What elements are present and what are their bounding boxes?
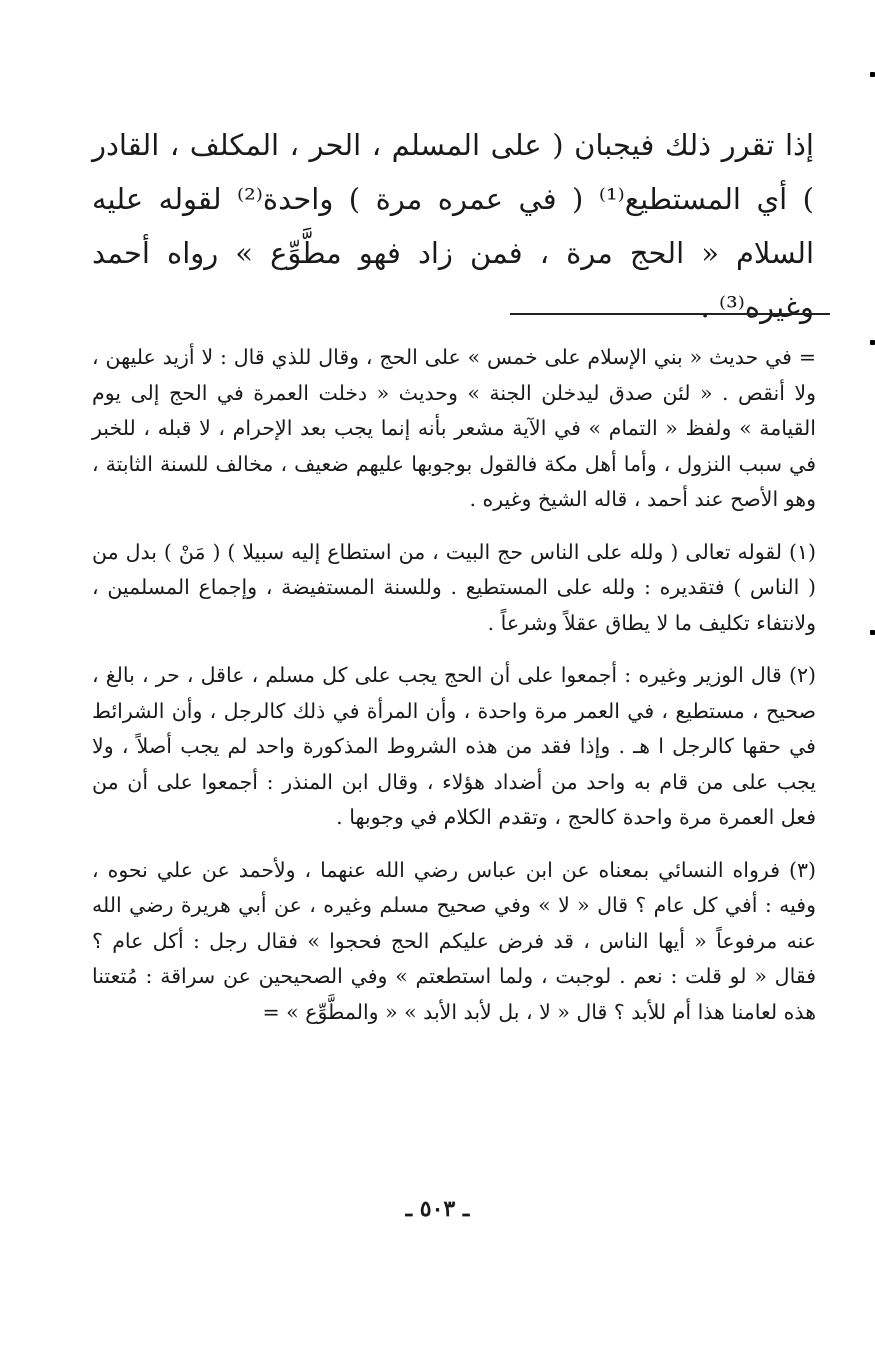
footnote-3: (٣) فرواه النسائي بمعناه عن ابن عباس رضي الله عنهما ، ولأحمد عن علي نحوه ، وفيه : أفي كل عام ؟ قال « لا » وفي صحيح مسلم وغيره ، عن أبي هريرة رضي الله عنه مرفوعاً « أيها الناس ، قد فرض عليكم الحج فحجوا » فقال رجل : أكل عام ؟ فقال « لو قلت : نعم . لوجبت ، ولما استطعتم » وفي الصحيحين عن سراقة : مُتعتنا هذه لعامنا هذا أم للأبد ؟ قال « لا ، بل لأبد الأبد » « والمطَّوِّع » = [92, 857, 816, 1024]
scan-edge-mark [870, 340, 875, 345]
footnote-continuation: = في حديث « بني الإسلام على خمس » على الحج ، وقال للذي قال : لا أزيد عليهن ، ولا أنقص . « لئن صدق ليدخلن الجنة » وحديث « دخلت العمرة في الحج إلى يوم القيامة » ولفظ « التمام » في الآية مشعر بأنه إنما يجب بعد الإحرام ، لا قبله ، للخبر في سبب النزول ، وأما أهل مكة فالقول بوجوبها عليهم ضعيف ، مخالف للسنة الثابتة ، وهو الأصح عند أحمد ، قاله الشيخ وغيره . [92, 345, 816, 511]
main-paragraph: إذا تقرر ذلك فيجبان ( على المسلم ، الحر ، المكلف ، القادر ) أي المستطيع⁽¹⁾ ( في عمره مرة ) واحدة⁽²⁾ لقوله عليه السلام « الحج مرة ، فمن زاد فهو مطَّوِّع » رواه أحمد وغيره⁽³⁾ . [92, 128, 814, 324]
scan-edge-mark [870, 630, 875, 635]
footnotes-block [92, 340, 816, 1030]
scan-edge-mark [870, 72, 875, 77]
footnote-1: (١) لقوله تعالى ( ولله على الناس حج البيت ، من استطاع إليه سبيلا ) ( مَنْ ) بدل من ( الناس ) فتقديره : ولله على المستطيع . وللسنة المستفيضة ، وإجماع المسلمين ، ولانتفاء تكليف ما لا يطاق عقلاً وشرعاً . [92, 539, 816, 635]
page-number: ـ ٥٠٣ ـ [405, 1196, 470, 1222]
footnote-2: (٢) قال الوزير وغيره : أجمعوا على أن الحج يجب على كل مسلم ، عاقل ، حر ، بالغ ، صحيح ، مستطيع ، في العمر مرة واحدة ، وأن المرأة في ذلك كالرجل ، وأن الشرائط في حقها كالرجل ا هـ . وإذا فقد من هذه الشروط المذكورة واحد لم يجب أصلاً ، ولا يجب على من قام به واحد من أضداد هؤلاء ، وقال ابن المنذر : أجمعوا على أن من فعل العمرة مرة واحدة كالحج ، وتقدم الكلام في وجوبها . [92, 663, 816, 829]
main-text-block [92, 118, 814, 334]
footnote-separator [510, 313, 830, 315]
